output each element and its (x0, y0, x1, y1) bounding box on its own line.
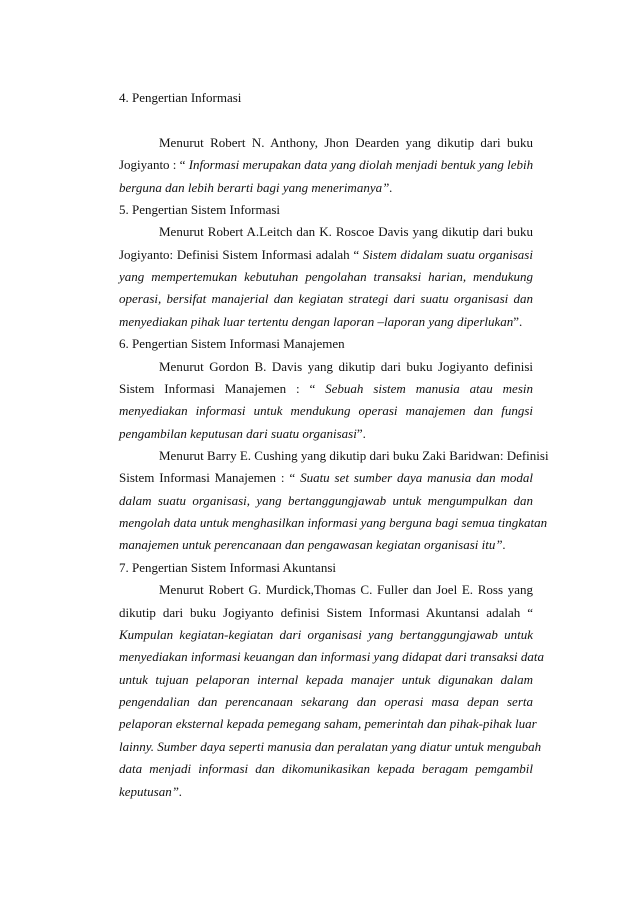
document-page (119, 88, 549, 878)
paragraph-line (119, 424, 533, 444)
paragraph-line (119, 625, 533, 645)
paragraph-line (119, 737, 542, 757)
paragraph-line (119, 155, 533, 175)
text-run: Menurut Robert N. Anthony, Jhon Dearden yang dikutip dari buku (159, 135, 533, 150)
paragraph-line (119, 714, 537, 734)
heading-pengertian-sistem-informasi: 5. Pengertian Sistem Informasi (119, 202, 281, 217)
paragraph-line (119, 289, 533, 309)
text-run: Menurut Gordon B. Davis yang dikutip dari buku Jogiyanto definisi (159, 359, 533, 374)
paragraph-line (119, 759, 533, 779)
text-run: Sistem Informasi Manajemen : “ (119, 381, 326, 396)
text-run: dikutip dari buku Jogiyanto definisi Sistem Informasi Akuntansi adalah “ (119, 605, 533, 620)
paragraph-line (119, 535, 533, 555)
italic-text-run: Sebuah sistem manusia atau mesin (325, 381, 533, 396)
italic-text-run: Suatu set sumber daya manusia dan modal (300, 470, 533, 485)
italic-text-run: menyediakan pihak luar tertentu dengan laporan –laporan yang diperlukan (119, 314, 514, 329)
text-run: Sistem Informasi Manajemen : “ (119, 470, 301, 485)
italic-text-run: manajemen untuk perencanaan dan pengawasan kegiatan organisasi itu”. (119, 537, 506, 552)
paragraph-line (119, 603, 533, 623)
paragraph-line (119, 379, 533, 399)
italic-text-run: dalam suatu organisasi, yang bertanggungjawab untuk mengumpulkan dan (119, 493, 533, 508)
paragraph-line (119, 513, 548, 533)
italic-text-run: operasi, bersifat manajerial dan kegiatan strategi dari suatu organisasi dan (119, 291, 533, 306)
text-run: ”. (356, 426, 366, 441)
text-run: Jogiyanto : “ (119, 157, 189, 172)
paragraph-line (119, 692, 533, 712)
italic-text-run: mengolah data untuk menghasilkan informasi yang berguna bagi semua tingkatan (119, 515, 548, 530)
italic-text-run: menyediakan informasi untuk mendukung operasi manajemen dan fungsi (119, 403, 533, 418)
text-run: ”. (513, 314, 523, 329)
paragraph-line (119, 468, 533, 488)
paragraph-line (159, 133, 533, 153)
paragraph-line (119, 782, 533, 802)
paragraph-line (119, 178, 533, 198)
italic-text-run: pelaporan eksternal kepada pemegang saham, pemerintah dan pihak-pihak luar (119, 716, 537, 731)
paragraph-line (159, 580, 533, 600)
italic-text-run: keputusan”. (119, 784, 183, 799)
italic-text-run: untuk tujuan pelaporan internal kepada manajer untuk digunakan dalam (119, 672, 533, 687)
italic-text-run: berguna dan lebih berarti bagi yang menerimanya”. (119, 180, 393, 195)
italic-text-run: yang mempertemukan kebutuhan pengolahan transaksi harian, mendukung (119, 269, 533, 284)
text-run: Menurut Robert A.Leitch dan K. Roscoe Davis yang dikutip dari buku (159, 224, 533, 239)
heading-pengertian-informasi: 4. Pengertian Informasi (119, 90, 242, 105)
italic-text-run: Kumpulan kegiatan-kegiatan dari organisasi yang bertanggungjawab untuk (119, 627, 533, 642)
paragraph-line (119, 245, 533, 265)
italic-text-run: pengendalian dan perencanaan sekarang dan operasi masa depan serta (119, 694, 533, 709)
italic-text-run: menyediakan informasi keuangan dan informasi yang didapat dari transaksi data (119, 649, 545, 664)
heading-pengertian-sistem-informasi-manajemen: 6. Pengertian Sistem Informasi Manajemen (119, 336, 345, 351)
italic-text-run: Informasi merupakan data yang diolah menjadi bentuk yang lebih (188, 157, 534, 172)
paragraph-line (119, 491, 533, 511)
paragraph-line (119, 401, 533, 421)
italic-text-run: lainny. Sumber daya seperti manusia dan peralatan yang diatur untuk mengubah (119, 739, 542, 754)
paragraph-line (119, 312, 533, 332)
italic-text-run: pengambilan keputusan dari suatu organisasi (119, 426, 357, 441)
text-run: Jogiyanto: Definisi Sistem Informasi adalah “ (119, 247, 363, 262)
text-run: Menurut Robert G. Murdick,Thomas C. Fuller dan Joel E. Ross yang (159, 582, 533, 597)
italic-text-run: Sistem didalam suatu organisasi (362, 247, 533, 262)
heading-pengertian-sistem-informasi-akuntansi: 7. Pengertian Sistem Informasi Akuntansi (119, 560, 337, 575)
paragraph-line (119, 647, 545, 667)
paragraph-line (159, 357, 533, 377)
italic-text-run: data menjadi informasi dan dikomunikasikan kepada beragam pemgambil (119, 761, 533, 776)
paragraph-line (119, 267, 533, 287)
paragraph-line (119, 670, 533, 690)
paragraph-line (159, 446, 549, 466)
text-run: Menurut Barry E. Cushing yang dikutip dari buku Zaki Baridwan: Definisi (159, 448, 549, 463)
paragraph-line (159, 222, 533, 242)
